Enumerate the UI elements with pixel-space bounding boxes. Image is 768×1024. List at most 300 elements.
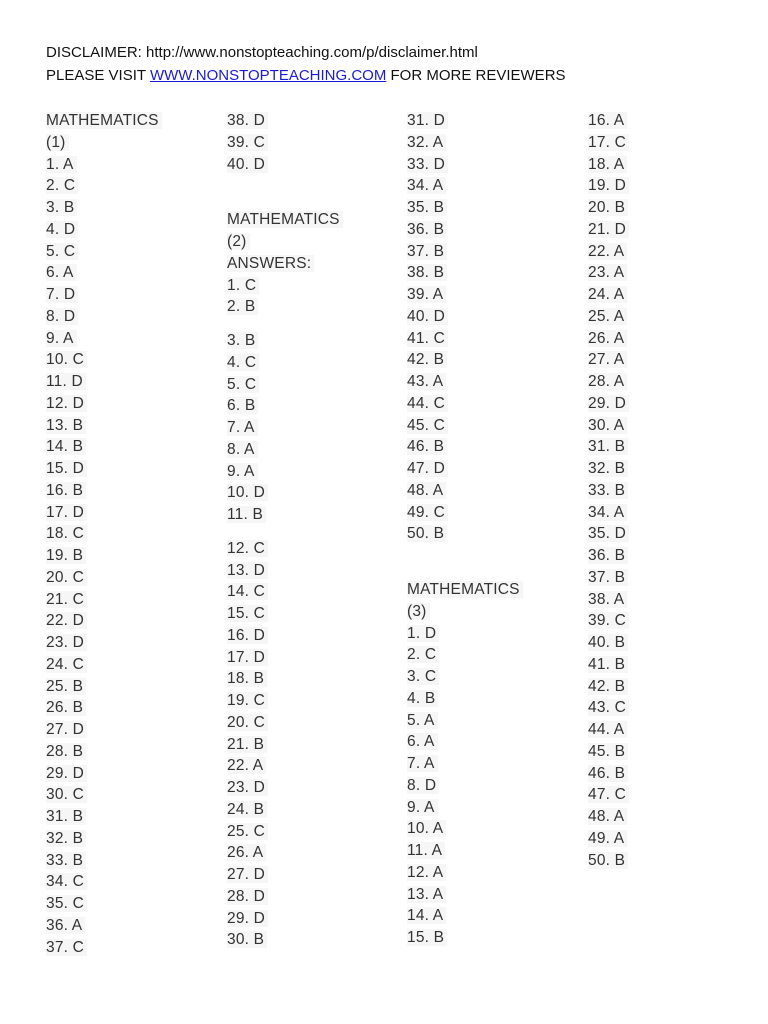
answer-line (227, 439, 387, 461)
answer-line (227, 296, 387, 318)
answer-text: 10. A (407, 820, 446, 837)
answer-line (227, 886, 387, 908)
answer-text: 44. C (407, 395, 448, 412)
answer-text: 1. C (227, 277, 259, 294)
answer-line (588, 784, 748, 806)
visit-line (46, 64, 566, 87)
answer-line (407, 579, 567, 601)
answer-line (227, 330, 387, 352)
answer-line (46, 458, 206, 480)
answer-line (46, 132, 206, 154)
answer-line (46, 545, 206, 567)
answer-line (46, 632, 206, 654)
answer-text: 34. A (407, 177, 446, 194)
answer-line (227, 668, 387, 690)
answer-text: 10. D (227, 484, 268, 501)
answer-line (407, 458, 567, 480)
answer-text: MATHEMATICS (407, 581, 523, 598)
answer-text: 9. A (407, 799, 438, 816)
answer-line (407, 862, 567, 884)
answer-text: 1. A (46, 156, 77, 173)
answer-line (407, 884, 567, 906)
disclaimer-line (46, 41, 566, 64)
answer-text: 48. A (407, 482, 446, 499)
answer-text: 42. B (588, 678, 628, 695)
answer-line (588, 806, 748, 828)
answer-text: 39. C (588, 612, 629, 629)
answer-line (407, 775, 567, 797)
answer-text: ANSWERS: (227, 255, 314, 272)
answer-line (588, 567, 748, 589)
answer-line (46, 349, 206, 371)
answer-column-3 (407, 110, 567, 949)
answer-line (227, 504, 387, 526)
answer-line (407, 175, 567, 197)
answer-line (46, 241, 206, 263)
answer-text: 3. B (46, 199, 77, 216)
answer-text: 45. B (588, 743, 628, 760)
answer-line (46, 175, 206, 197)
answer-text: 12. D (46, 395, 87, 412)
answer-text: 26. A (227, 844, 266, 861)
answer-text: 45. C (407, 417, 448, 434)
answer-text: 4. D (46, 221, 78, 238)
answer-line (227, 231, 387, 253)
answer-line (407, 502, 567, 524)
answer-line (227, 482, 387, 504)
answer-text: 30. C (46, 786, 87, 803)
answer-text: 17. D (46, 504, 87, 521)
answer-line (407, 523, 567, 545)
answer-text: 30. B (227, 931, 267, 948)
answer-line (46, 654, 206, 676)
answer-line (407, 306, 567, 328)
answer-line (46, 197, 206, 219)
answer-line (46, 110, 206, 132)
answer-text: 39. C (227, 134, 268, 151)
answer-line (46, 893, 206, 915)
answer-text: 38. A (588, 591, 627, 608)
answer-text: 20. B (588, 199, 628, 216)
answer-text: 36. A (46, 917, 85, 934)
answer-text: 32. B (46, 830, 86, 847)
answer-text: 2. B (227, 298, 258, 315)
answer-text: 17. C (588, 134, 629, 151)
answer-text: 41. B (588, 656, 628, 673)
column-spacer (227, 175, 387, 209)
answer-line (588, 175, 748, 197)
answer-line (588, 719, 748, 741)
answer-text: 21. B (227, 736, 267, 753)
answer-line (407, 710, 567, 732)
answer-line (227, 154, 387, 176)
answer-text: 50. B (588, 852, 628, 869)
answer-text: 5. C (227, 376, 259, 393)
answer-text: 36. B (407, 221, 447, 238)
answer-line (46, 480, 206, 502)
answer-text: 15. C (227, 605, 268, 622)
answer-text: 16. A (588, 112, 627, 129)
answer-line (407, 132, 567, 154)
answer-text: 9. A (227, 463, 258, 480)
answer-line (46, 219, 206, 241)
answer-text: 27. D (227, 866, 268, 883)
answer-line (407, 371, 567, 393)
answer-line (46, 523, 206, 545)
answer-line (407, 328, 567, 350)
answer-text: 7. A (407, 755, 438, 772)
answer-line (46, 154, 206, 176)
answer-text: 13. A (407, 886, 446, 903)
answer-line (46, 719, 206, 741)
answer-text: 37. C (46, 939, 87, 956)
answer-line (588, 850, 748, 872)
answer-line (227, 603, 387, 625)
answer-text: (2) (227, 233, 250, 250)
answer-line (407, 818, 567, 840)
answer-line (588, 328, 748, 350)
answer-text: 25. A (588, 308, 627, 325)
answer-line (227, 842, 387, 864)
answer-text: 12. C (227, 540, 268, 557)
answer-text: 5. C (46, 243, 78, 260)
answer-text: (3) (407, 603, 430, 620)
answer-text: 4. B (407, 690, 438, 707)
answer-text: 28. B (46, 743, 86, 760)
answer-line (588, 697, 748, 719)
answer-text: 41. C (407, 330, 448, 347)
answer-text: 5. A (407, 712, 438, 729)
answer-text: 1. D (407, 625, 439, 642)
answer-text: 37. B (588, 569, 628, 586)
answer-text: 49. C (407, 504, 448, 521)
answer-line (588, 502, 748, 524)
answer-text: 35. B (407, 199, 447, 216)
answer-line (407, 688, 567, 710)
answer-line (227, 625, 387, 647)
answer-text: 33. D (407, 156, 448, 173)
answer-line (46, 871, 206, 893)
answer-line (407, 623, 567, 645)
answer-line (46, 262, 206, 284)
answer-line (588, 154, 748, 176)
answer-text: 44. A (588, 721, 627, 738)
answer-line (407, 197, 567, 219)
answer-line (407, 731, 567, 753)
answer-text: 35. D (588, 525, 629, 542)
answer-text: 23. A (588, 264, 627, 281)
answer-text: 24. B (227, 801, 267, 818)
answer-line (588, 371, 748, 393)
answer-line (46, 371, 206, 393)
answer-text: 31. B (588, 438, 628, 455)
column-spacer (227, 526, 387, 538)
answer-line (227, 929, 387, 951)
answer-text: 16. D (227, 627, 268, 644)
answer-line (227, 647, 387, 669)
answer-line (588, 436, 748, 458)
answer-text: 29. D (46, 765, 87, 782)
answer-text: 17. D (227, 649, 268, 666)
answer-text: 35. C (46, 895, 87, 912)
answer-line (46, 937, 206, 959)
answer-line (46, 415, 206, 437)
answer-text: 24. C (46, 656, 87, 673)
answer-text: 40. D (407, 308, 448, 325)
disclaimer-url: http://www.nonstopteaching.com/p/disclaimer.html (146, 44, 478, 61)
answer-line (46, 697, 206, 719)
answer-text: 40. D (227, 156, 268, 173)
answer-text: 20. C (46, 569, 87, 586)
answer-text: 15. B (407, 929, 447, 946)
answer-text: 29. D (227, 910, 268, 927)
visit-suffix: FOR MORE REVIEWERS (390, 67, 566, 84)
answer-line (588, 349, 748, 371)
answer-text: 37. B (407, 243, 447, 260)
answer-text: 21. D (588, 221, 629, 238)
answer-text: 2. C (46, 177, 78, 194)
answer-text: 27. A (588, 351, 627, 368)
answer-text: 13. B (46, 417, 86, 434)
answer-text: 3. B (227, 332, 258, 349)
answer-line (46, 676, 206, 698)
answer-text: 8. D (46, 308, 78, 325)
answer-line (407, 797, 567, 819)
answer-text: 11. A (407, 842, 445, 859)
answer-line (227, 132, 387, 154)
answer-text: 11. B (227, 506, 266, 523)
answer-line (407, 219, 567, 241)
answer-line (227, 110, 387, 132)
answer-text: 39. A (407, 286, 446, 303)
answer-text: 18. B (227, 670, 267, 687)
visit-prefix: PLEASE VISIT (46, 67, 146, 84)
answer-text: 22. A (588, 243, 627, 260)
answer-text: 11. D (46, 373, 86, 390)
document-header (46, 41, 566, 87)
answer-text: 47. D (407, 460, 448, 477)
answer-line (407, 480, 567, 502)
answer-text: 18. C (46, 525, 87, 542)
answer-line (588, 197, 748, 219)
answer-line (588, 306, 748, 328)
answer-text: 13. D (227, 562, 268, 579)
answer-line (46, 393, 206, 415)
answer-text: 10. C (46, 351, 87, 368)
answer-text: 46. B (588, 765, 628, 782)
answer-line (588, 828, 748, 850)
answer-line (407, 601, 567, 623)
answer-line (588, 763, 748, 785)
answer-line (588, 610, 748, 632)
answer-text: (1) (46, 134, 69, 151)
answer-line (407, 644, 567, 666)
answer-text: 43. C (588, 699, 629, 716)
answer-text: 9. A (46, 330, 77, 347)
answer-line (46, 850, 206, 872)
answer-text: 8. A (227, 441, 258, 458)
answer-line (46, 763, 206, 785)
answer-line (407, 241, 567, 263)
answer-line (46, 436, 206, 458)
answer-line (227, 275, 387, 297)
answer-text: 32. B (588, 460, 628, 477)
answer-text: 28. A (588, 373, 627, 390)
answer-text: 15. D (46, 460, 87, 477)
answer-line (588, 132, 748, 154)
answer-line (407, 393, 567, 415)
answer-line (227, 799, 387, 821)
answer-text: 14. B (46, 438, 86, 455)
answer-line (407, 110, 567, 132)
answer-text: 38. B (407, 264, 447, 281)
answer-line (46, 806, 206, 828)
answer-line (588, 589, 748, 611)
answer-text: 43. A (407, 373, 446, 390)
answer-line (46, 284, 206, 306)
answer-text: 49. A (588, 830, 627, 847)
answer-text: 31. B (46, 808, 86, 825)
answer-line (407, 262, 567, 284)
answer-line (588, 480, 748, 502)
answer-line (588, 393, 748, 415)
answer-text: 21. C (46, 591, 87, 608)
answer-line (46, 328, 206, 350)
answer-line (588, 676, 748, 698)
answer-line (46, 828, 206, 850)
answer-text: 25. B (46, 678, 86, 695)
answer-line (46, 915, 206, 937)
answer-line (588, 654, 748, 676)
answer-text: MATHEMATICS (46, 112, 162, 129)
answer-line (227, 374, 387, 396)
answer-text: 22. D (46, 612, 87, 629)
answer-line (227, 209, 387, 231)
website-link[interactable]: WWW.NONSTOPTEACHING.COM (149, 67, 387, 84)
answer-line (227, 461, 387, 483)
answer-line (227, 352, 387, 374)
answer-text: 28. D (227, 888, 268, 905)
answer-text: 3. C (407, 668, 439, 685)
answer-text: 29. D (588, 395, 629, 412)
answer-text: 33. B (46, 852, 86, 869)
answer-text: 14. A (407, 907, 446, 924)
answer-line (227, 734, 387, 756)
answer-line (227, 908, 387, 930)
answer-text: 24. A (588, 286, 627, 303)
answer-line (588, 523, 748, 545)
answer-line (46, 784, 206, 806)
answer-line (588, 284, 748, 306)
answer-text: 18. A (588, 156, 627, 173)
answer-line (227, 690, 387, 712)
disclaimer-label: DISCLAIMER: (46, 44, 142, 61)
answer-text: 27. D (46, 721, 87, 738)
answer-line (227, 821, 387, 843)
answer-text: 23. D (46, 634, 87, 651)
answer-line (588, 262, 748, 284)
answer-text: 4. C (227, 354, 259, 371)
answer-text: 20. C (227, 714, 268, 731)
answer-line (588, 741, 748, 763)
answer-line (46, 306, 206, 328)
answer-text: 26. A (588, 330, 627, 347)
answer-line (588, 241, 748, 263)
answer-text: 19. D (588, 177, 629, 194)
answer-line (588, 458, 748, 480)
answer-text: 6. A (407, 733, 438, 750)
answer-text: 23. D (227, 779, 268, 796)
answer-text: 7. D (46, 286, 78, 303)
answer-line (407, 436, 567, 458)
answer-line (46, 502, 206, 524)
answer-line (46, 567, 206, 589)
answer-text: 46. B (407, 438, 447, 455)
answer-line (588, 219, 748, 241)
answer-text: 40. B (588, 634, 628, 651)
answer-text: 32. A (407, 134, 446, 151)
answer-line (407, 753, 567, 775)
answer-text: 6. A (46, 264, 77, 281)
answer-text: MATHEMATICS (227, 211, 343, 228)
answer-text: 48. A (588, 808, 627, 825)
answer-text: 19. C (227, 692, 268, 709)
answer-column-2 (227, 110, 387, 951)
column-spacer (407, 545, 567, 579)
answer-text: 42. B (407, 351, 447, 368)
answer-line (588, 415, 748, 437)
answer-text: 33. B (588, 482, 628, 499)
answer-text: 26. B (46, 699, 86, 716)
answer-line (46, 741, 206, 763)
answer-text: 36. B (588, 547, 628, 564)
answer-text: 31. D (407, 112, 448, 129)
answer-line (227, 253, 387, 275)
answer-text: 7. A (227, 419, 258, 436)
answer-line (407, 840, 567, 862)
answer-text: 34. C (46, 873, 87, 890)
answer-text: 19. B (46, 547, 86, 564)
answer-line (227, 560, 387, 582)
answer-text: 34. A (588, 504, 627, 521)
answer-line (407, 415, 567, 437)
answer-line (407, 905, 567, 927)
answer-column-1 (46, 110, 206, 958)
answer-line (588, 632, 748, 654)
answer-line (227, 777, 387, 799)
answer-line (407, 666, 567, 688)
answer-text: 12. A (407, 864, 446, 881)
answer-text: 30. A (588, 417, 627, 434)
answer-line (46, 610, 206, 632)
answer-text: 14. C (227, 583, 268, 600)
answer-text: 8. D (407, 777, 439, 794)
answer-text: 2. C (407, 646, 439, 663)
answer-line (407, 349, 567, 371)
answer-text: 38. D (227, 112, 268, 129)
answer-line (407, 154, 567, 176)
answer-text: 6. B (227, 397, 258, 414)
answer-line (227, 581, 387, 603)
answer-line (46, 589, 206, 611)
answer-line (227, 864, 387, 886)
column-spacer (227, 318, 387, 330)
answer-line (407, 284, 567, 306)
answer-line (227, 712, 387, 734)
answer-line (227, 755, 387, 777)
answer-line (227, 417, 387, 439)
answer-line (588, 545, 748, 567)
